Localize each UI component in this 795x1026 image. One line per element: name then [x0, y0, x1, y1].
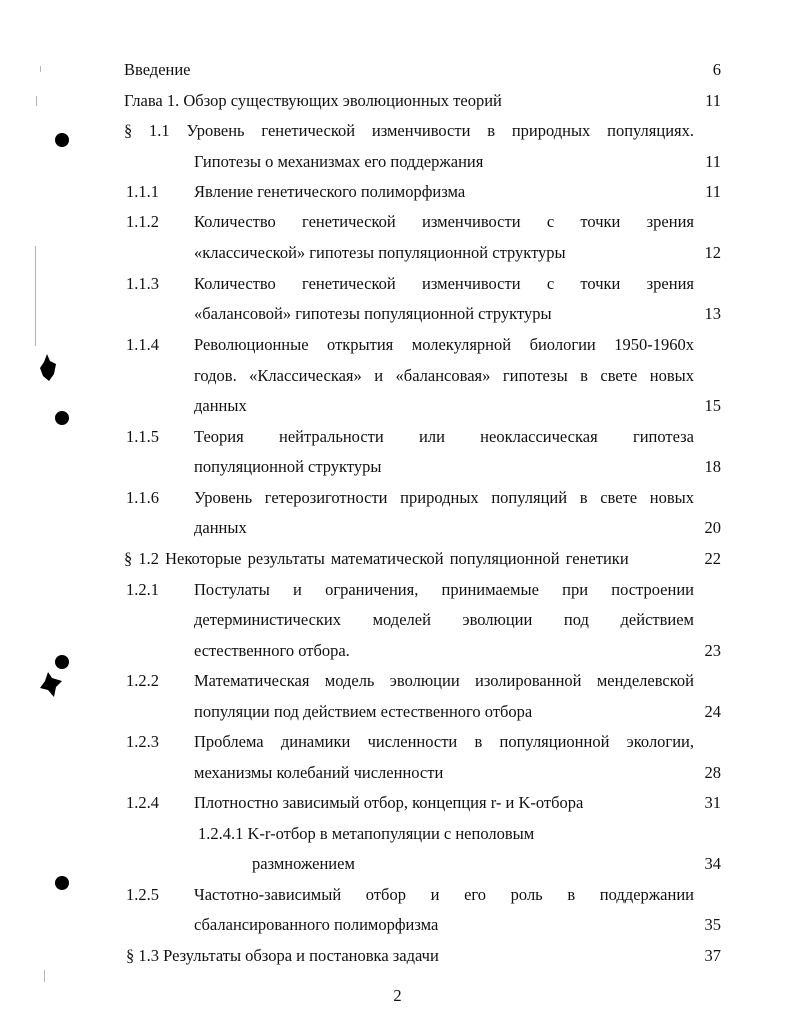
- toc-page-number: 23: [704, 641, 721, 660]
- toc-entry-number: 1.2.1: [126, 580, 159, 599]
- toc-entry-number: 1.1.3: [126, 274, 159, 293]
- toc-entry-title: Введение: [124, 60, 191, 79]
- toc-entry-title-line: естественного отбора.: [194, 641, 350, 660]
- toc-entry-1-2-5: [0, 883, 795, 907]
- toc-entry-1-2-4: [0, 791, 795, 815]
- toc-entry-1-1-3-cont: [0, 302, 795, 326]
- toc-entry-title-line: Постулаты и ограничения, принимаемые при построении: [194, 580, 694, 599]
- toc-entry-1-1-6-cont: [0, 516, 795, 540]
- toc-page-number: 20: [704, 518, 721, 537]
- toc-page-number: 24: [704, 702, 721, 721]
- toc-entry-title-line: сбалансированного полиморфизма: [194, 915, 439, 934]
- scan-speck: [44, 970, 45, 982]
- toc-entry-title-line: Гипотезы о механизмах его поддержания: [194, 152, 484, 171]
- toc-entry-1-1-5: [0, 425, 795, 449]
- toc-entry-1-2-1-cont: [0, 608, 795, 632]
- toc-entry-title-line: данных: [194, 396, 247, 415]
- toc-entry-title-line: Уровень гетерозиготности природных популяций в свете новых: [194, 488, 694, 507]
- toc-entry-1-2-4-1: [0, 822, 795, 846]
- toc-entry-title: Глава 1. Обзор существующих эволюционных теорий: [124, 91, 502, 110]
- toc-entry-title-line: популяционной структуры: [194, 457, 382, 476]
- toc-entry-intro: [0, 58, 795, 82]
- toc-entry-title-line: популяции под действием естественного отбора: [194, 702, 533, 721]
- toc-page-number: 18: [704, 457, 721, 476]
- toc-entry-title-line: Явление генетического полиморфизма: [194, 182, 466, 201]
- toc-entry-title-line: Количество генетической изменчивости с точки зрения: [194, 212, 694, 231]
- toc-page-number: 22: [704, 549, 721, 568]
- toc-entry-1-2-5-cont: [0, 913, 795, 937]
- toc-entry-title-line: Плотностно зависимый отбор, концепция r- и K-отбора: [194, 793, 584, 812]
- toc-entry-1-2-2-cont: [0, 700, 795, 724]
- toc-entry-1-1-6: [0, 486, 795, 510]
- toc-entry-title-line: Революционные открытия молекулярной биологии 1950-1960х: [194, 335, 694, 354]
- toc-page-number: 11: [705, 152, 721, 171]
- toc-entry-number: 1.2.2: [126, 671, 159, 690]
- toc-entry-1-1-4: [0, 333, 795, 357]
- toc-entry-title-line: механизмы колебаний численности: [194, 763, 444, 782]
- toc-entry-1-2-1-cont2: [0, 639, 795, 663]
- toc-page-number: 11: [705, 182, 721, 201]
- toc-entry-section-1-2: [0, 547, 795, 571]
- toc-entry-title-line: Частотно-зависимый отбор и его роль в поддержании: [194, 885, 694, 904]
- toc-page-number: 28: [704, 763, 721, 782]
- toc-page-number: 15: [704, 396, 721, 415]
- toc-entry-title-line: § 1.3 Результаты обзора и постановка задачи: [126, 946, 439, 965]
- page-number-footer: 2: [393, 986, 402, 1005]
- toc-entry-1-1-3: [0, 272, 795, 296]
- toc-entry-1-2-3-cont: [0, 761, 795, 785]
- toc-entry-title-line: размножением: [252, 854, 355, 873]
- toc-page-number: 13: [704, 304, 721, 323]
- toc-entry-1-2-3: [0, 730, 795, 754]
- toc-entry-title-line: § 1.1 Уровень генетической изменчивости в природных популяциях.: [124, 121, 694, 140]
- toc-entry-title-line: годов. «Классическая» и «балансовая» гипотезы в свете новых: [194, 366, 694, 385]
- toc-entry-title-line: Математическая модель эволюции изолированной менделевской: [194, 671, 694, 690]
- toc-entry-1-1-2-cont: [0, 241, 795, 265]
- toc-entry-1-1-1: [0, 180, 795, 204]
- toc-entry-title-line: «балансовой» гипотезы популяционной структуры: [194, 304, 552, 323]
- toc-entry-1-2-1: [0, 578, 795, 602]
- toc-entry-title-line: данных: [194, 518, 247, 537]
- toc-entry-1-1-4-cont: [0, 364, 795, 388]
- toc-page-number: 34: [704, 854, 721, 873]
- toc-page-number: 35: [704, 915, 721, 934]
- toc-entry-title-line: Проблема динамики численности в популяционной экологии,: [194, 732, 694, 751]
- toc-entry-number: 1.1.5: [126, 427, 159, 446]
- toc-page-number: 6: [712, 60, 721, 79]
- toc-entry-section-1-1-cont: [0, 150, 795, 174]
- toc-entry-number: 1.1.2: [126, 212, 159, 231]
- toc-entry-section-1-3: [0, 944, 795, 968]
- toc-entry-title-line: Теория нейтральности или неоклассическая гипотеза: [194, 427, 694, 446]
- toc-entry-1-1-5-cont: [0, 455, 795, 479]
- toc-entry-1-1-4-cont2: [0, 394, 795, 418]
- toc-entry-1-2-2: [0, 669, 795, 693]
- toc-entry-title-line: Количество генетической изменчивости с точки зрения: [194, 274, 694, 293]
- toc-entry-title-line: § 1.2 Некоторые результаты математической популяционной генетики: [124, 549, 629, 568]
- toc-entry-title-line: детерминистических моделей эволюции под действием: [194, 610, 694, 629]
- toc-entry-number: 1.2.4: [126, 793, 159, 812]
- toc-entry-number: 1.1.6: [126, 488, 159, 507]
- toc-entry-number: 1.1.1: [126, 182, 159, 201]
- toc-entry-1-2-4-1-cont: [0, 852, 795, 876]
- toc-entry-section-1-1: [0, 119, 795, 143]
- toc-page-number: 37: [704, 946, 721, 965]
- toc-entry-chapter-1: [0, 89, 795, 113]
- toc-entry-title-line: 1.2.4.1 K-r-отбор в метапопуляции с неполовым: [198, 824, 535, 843]
- toc-page-number: 12: [704, 243, 721, 262]
- toc-page-number: 31: [704, 793, 721, 812]
- toc-entry-number: 1.1.4: [126, 335, 159, 354]
- toc-entry-number: 1.2.5: [126, 885, 159, 904]
- toc-entry-number: 1.2.3: [126, 732, 159, 751]
- toc-page-number: 11: [705, 91, 721, 110]
- toc-entry-1-1-2: [0, 210, 795, 234]
- toc-entry-title-line: «классической» гипотезы популяционной структуры: [194, 243, 566, 262]
